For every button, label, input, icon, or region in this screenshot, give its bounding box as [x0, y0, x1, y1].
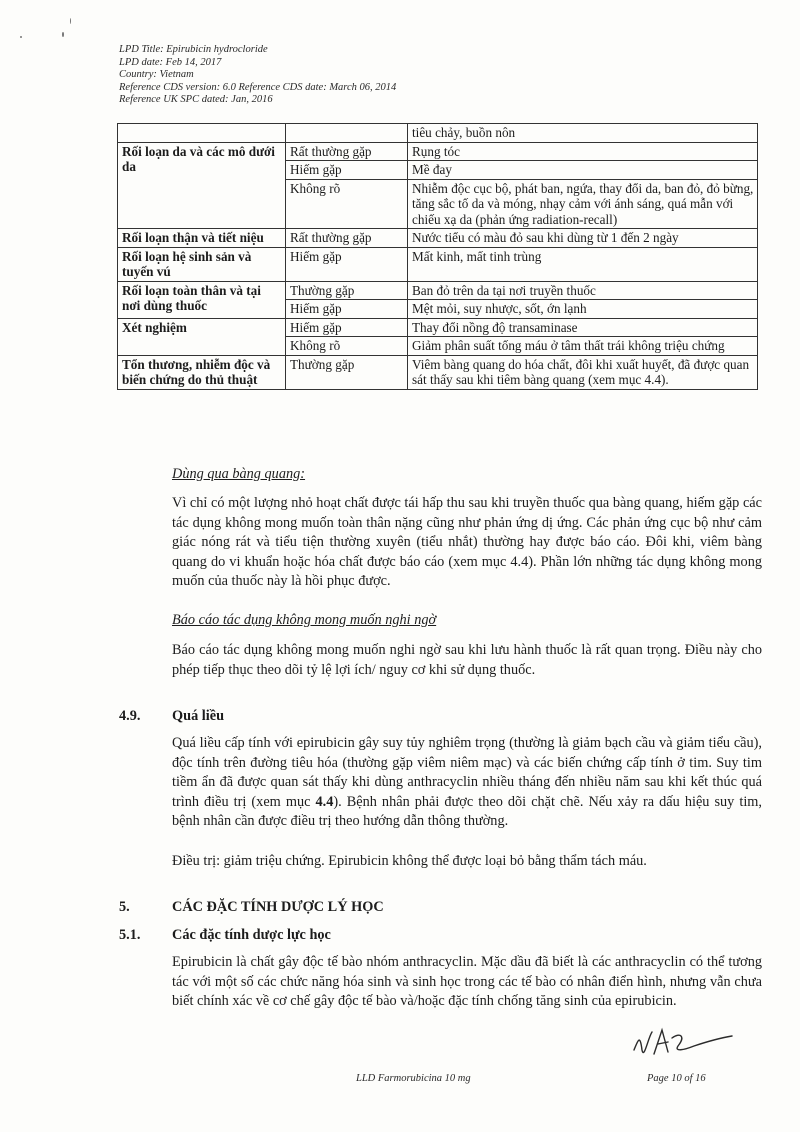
table-row	[118, 124, 758, 143]
frequency-cell: Không rõ	[286, 179, 408, 229]
bladder-route-heading: Dùng qua bàng quang:	[172, 466, 306, 482]
system-cell: Xét nghiệm	[118, 318, 286, 355]
suspected-adr-paragraph: Báo cáo tác dụng không mong muốn nghi ngờ sau khi lưu hành thuốc là rất quan trọng. Điều này cho phép tiếp thục theo dõi tỷ lệ lợi ích/ nguy cơ khi sử dụng thuốc.	[172, 642, 762, 678]
effect-cell: Viêm bàng quang do hóa chất, đôi khi xuất huyết, đã được quan sát thấy sau khi tiêm bàng quang (xem mục 4.4).	[408, 355, 758, 389]
effect-cell: Mệt mỏi, suy nhược, sốt, ớn lạnh	[408, 300, 758, 319]
effect-cell: Rụng tóc	[408, 142, 758, 161]
scan-speck	[70, 18, 71, 24]
section-number-5: 5.	[119, 899, 130, 915]
frequency-cell: Thường gặp	[286, 281, 408, 300]
header-country: Country: Vietnam	[119, 69, 194, 81]
system-cell: Rối loạn toàn thân và tại nơi dùng thuốc	[118, 281, 286, 318]
table-row	[118, 281, 758, 300]
overdose-treatment-paragraph: Điều trị: giảm triệu chứng. Epirubicin không thể được loại bỏ bằng thẩm tách máu.	[172, 853, 647, 869]
section-number-5-1: 5.1.	[119, 927, 141, 943]
effect-cell: Mề đay	[408, 161, 758, 180]
effect-cell: tiêu chảy, buồn nôn	[408, 124, 758, 143]
pharmacodynamics-paragraph: Epirubicin là chất gây độc tế bào nhóm anthracyclin. Mặc dầu đã biết là các anthracyclin có thể tương tác với một số các chức năng hóa sinh và sinh học trong các tế bào có nhân điển hình, nhưng vẫn chưa biết chính xác về cơ chế gây độc tế bào và/hoặc đặc tính chống tăng sinh của epirubicin.	[172, 954, 762, 1009]
frequency-cell: Hiếm gặp	[286, 318, 408, 337]
header-spc-reference: Reference UK SPC dated: Jan, 2016	[119, 94, 273, 106]
section-title-pharmacodynamics: Các đặc tính dược lực học	[172, 927, 331, 943]
frequency-cell: Hiếm gặp	[286, 300, 408, 319]
handwritten-signature	[628, 1020, 738, 1068]
effect-cell: Giảm phân suất tống máu ở tâm thất trái không triệu chứng	[408, 337, 758, 356]
effect-cell: Mất kinh, mất tinh trùng	[408, 247, 758, 281]
frequency-cell	[286, 124, 408, 143]
scan-speck	[20, 36, 22, 38]
system-cell	[118, 124, 286, 143]
document-header	[119, 44, 396, 107]
header-cds-reference: Reference CDS version: 6.0 Reference CDS date: March 06, 2014	[119, 81, 397, 93]
system-cell: Tổn thương, nhiễm độc và biến chứng do thủ thuật	[118, 355, 286, 389]
frequency-cell: Hiếm gặp	[286, 161, 408, 180]
frequency-cell: Rất thường gặp	[286, 229, 408, 248]
cross-reference-4-4: 4.4	[315, 793, 334, 810]
frequency-cell: Rất thường gặp	[286, 142, 408, 161]
scan-speck	[62, 32, 64, 37]
table-row	[118, 229, 758, 248]
frequency-cell: Hiếm gặp	[286, 247, 408, 281]
table-row	[118, 318, 758, 337]
header-lpd-title: LPD Title: Epirubicin hydrocloride	[119, 44, 268, 55]
header-lpd-date: LPD date: Feb 14, 2017	[119, 56, 222, 68]
system-cell: Rối loạn thận và tiết niệu	[118, 229, 286, 248]
section-title-pharmacological-properties: CÁC ĐẶC TÍNH DƯỢC LÝ HỌC	[172, 899, 384, 915]
effect-cell: Nhiễm độc cục bộ, phát ban, ngứa, thay đổi da, ban đỏ, đỏ bừng, tăng sắc tố da và móng, nhạy cảm với ánh sáng, quá mẫn với chiếu xạ da (phản ứng radiation-recall)	[408, 179, 758, 229]
adverse-effects-table	[117, 123, 758, 390]
section-number-4-9: 4.9.	[119, 708, 141, 724]
suspected-adr-heading: Báo cáo tác dụng không mong muốn nghi ngờ	[172, 612, 437, 628]
overdose-text-part2: ). Bệnh nhân phải được theo dõi chặt chẽ. Nếu xảy ra dấu hiệu suy tim, bệnh nhân cần được điều trị theo hướng dẫn thông thường.	[172, 793, 762, 829]
section-title-overdose: Quá liều	[172, 708, 225, 724]
table-row	[118, 247, 758, 281]
bladder-route-paragraph: Vì chỉ có một lượng nhỏ hoạt chất được tái hấp thu sau khi truyền thuốc qua bàng quang, hiếm gặp các tác dụng không mong muốn toàn thân nặng cũng như phản ứng dị ứng. Các phản ứng cục bộ như cảm giác nóng rát và tiểu tiện thường xuyên (tiểu nhắt) thường hay được báo cáo. Đôi khi, viêm bàng quang do vi khuẩn hoặc hóa chất được báo cáo (xem mục 4.4). Phần lớn những tác dụng không mong muốn của thuốc này là hồi phục được.	[172, 495, 762, 589]
system-cell: Rối loạn da và các mô dưới da	[118, 142, 286, 229]
frequency-cell: Thường gặp	[286, 355, 408, 389]
table-row	[118, 355, 758, 389]
overdose-text-part1: Quá liều cấp tính với epirubicin gây suy tủy nghiêm trọng (thường là giảm bạch cầu và giảm tiểu cầu), độc tính trên đường tiêu hóa (thường gặp viêm niêm mạc) và các biến chứng cấp tính ở tim. Suy tim tiềm ẩn đã được quan sát thấy khi dùng anthracyclin nhiều tháng đến nhiều năm sau khi kết thúc quá trình điều trị (xem mục	[172, 735, 762, 810]
frequency-cell: Không rõ	[286, 337, 408, 356]
effect-cell: Nước tiểu có màu đỏ sau khi dùng từ 1 đến 2 ngày	[408, 229, 758, 248]
effect-cell: Ban đỏ trên da tại nơi truyền thuốc	[408, 281, 758, 300]
footer-page-number: Page 10 of 16	[647, 1073, 706, 1084]
overdose-paragraph	[172, 734, 762, 832]
system-cell: Rối loạn hệ sinh sản và tuyến vú	[118, 247, 286, 281]
footer-document-name: LLD Farmorubicina 10 mg	[356, 1073, 471, 1084]
table-row	[118, 142, 758, 161]
effect-cell: Thay đổi nồng độ transaminase	[408, 318, 758, 337]
